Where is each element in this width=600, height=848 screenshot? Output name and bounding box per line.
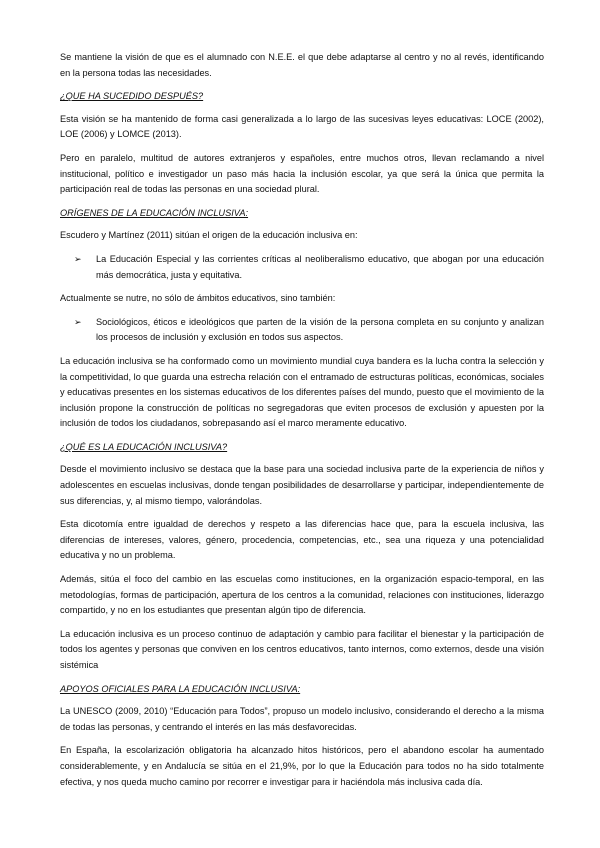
paragraph: La educación inclusiva es un proceso continuo de adaptación y cambio para facilitar el bienestar y la participación de todos los agentes y personas que conviven en los centros educativos, tanto internos, como externos, desde una visión sistémica	[60, 628, 544, 670]
paragraph: Esta visión se ha mantenido de forma casi generalizada a lo largo de las sucesivas leyes educativas: LOCE (2002), LOE (2006) y LOMCE (2013).	[60, 113, 544, 140]
paragraph: En España, la escolarización obligatoria ha alcanzado hitos históricos, pero el abandono escolar ha aumentado considerablemente, y en Andalucía se sitúa en el 21,9%, por lo que la Educación para todos no ha sido totalmente efectiva, y nos queda mucho camino por recorrer e investigar para ir haciéndola más inclusiva cada día.	[60, 745, 544, 787]
paragraph: Escudero y Martínez (2011) sitúan el origen de la educación inclusiva en:	[60, 230, 358, 241]
list-item-text: La Educación Especial y las corrientes críticas al neoliberalismo educativo, que abogan por una educación más democrática, justa y equitativa.	[96, 253, 544, 280]
paragraph: Además, sitúa el foco del cambio en las escuelas como instituciones, en la organización espacio-temporal, en las metodologías, formas de participación, apertura de los centros a la comunidad, relaciones con instituciones, liderazgo compartido, y no en los estudiantes que presentan algún tipo de diferencia.	[60, 574, 544, 616]
intro-paragraph: Se mantiene la visión de que es el alumnado con N.E.E. el que debe adaptarse al centro y no al revés, identificando en la persona todas las necesidades.	[60, 52, 544, 78]
heading-apoyos-oficiales: APOYOS OFICIALES PARA LA EDUCACIÓN INCLUSIVA:	[60, 683, 301, 694]
document-page	[60, 50, 544, 798]
list-item	[60, 315, 544, 346]
arrow-bullet-icon: ➢	[74, 316, 82, 327]
paragraph: La educación inclusiva se ha conformado como un movimiento mundial cuya bandera es la lucha contra la selección y la competitividad, lo que guarda una estrecha relación con el entramado de estructuras políticas, económicas, sociales y educativas presentes en los sistemas educativos de los diferentes países del mundo, puesto que el movimiento de la inclusión propone la construcción de políticas no segregadoras que eviten procesos de exclusión y apuesten por la inclusión de todos los ciudadanos, sobrepasando así el marco meramente educativo.	[60, 355, 544, 429]
heading-que-ha-sucedido: ¿QUE HA SUCEDIDO DESPUÉS?	[60, 91, 204, 102]
list-item-text: Sociológicos, éticos e ideológicos que parten de la visión de la persona completa en su conjunto y analizan los procesos de inclusión y exclusión en todos sus aspectos.	[96, 316, 544, 343]
heading-que-es: ¿QUÉ ES LA EDUCACIÓN INCLUSIVA?	[60, 441, 228, 452]
paragraph: Pero en paralelo, multitud de autores extranjeros y españoles, entre muchos otros, llevan reclamando a nivel institucional, político e investigador un paso más hacia la inclusión escolar, ya que será la única que permita la participación real de todas las personas en una sociedad plural.	[60, 152, 544, 195]
paragraph: Actualmente se nutre, no sólo de ámbitos educativos, sino también:	[60, 293, 336, 304]
arrow-bullet-icon: ➢	[74, 253, 82, 264]
list-item	[60, 252, 544, 283]
paragraph: La UNESCO (2009, 2010) “Educación para Todos”, propuso un modelo inclusivo, considerando el derecho a la misma de todas las personas, y centrando el interés en las más desfavorecidas.	[60, 706, 544, 732]
heading-origenes: ORÍGENES DE LA EDUCACIÓN INCLUSIVA:	[60, 207, 249, 218]
paragraph: Desde el movimiento inclusivo se destaca que la base para una sociedad inclusiva parte de la experiencia de niños y adolescentes en escuelas inclusivas, donde tengan posibilidades de desarrollarse y participar, independientemente de sus diferencias, y, al mismo tiempo, valorándolas.	[60, 464, 544, 506]
paragraph: Esta dicotomía entre igualdad de derechos y respeto a las diferencias hace que, para la escuela inclusiva, las diferencias de intereses, valores, género, procedencia, competencias, etc., sea una riqueza y una potencialidad educativa y no un problema.	[60, 519, 544, 561]
